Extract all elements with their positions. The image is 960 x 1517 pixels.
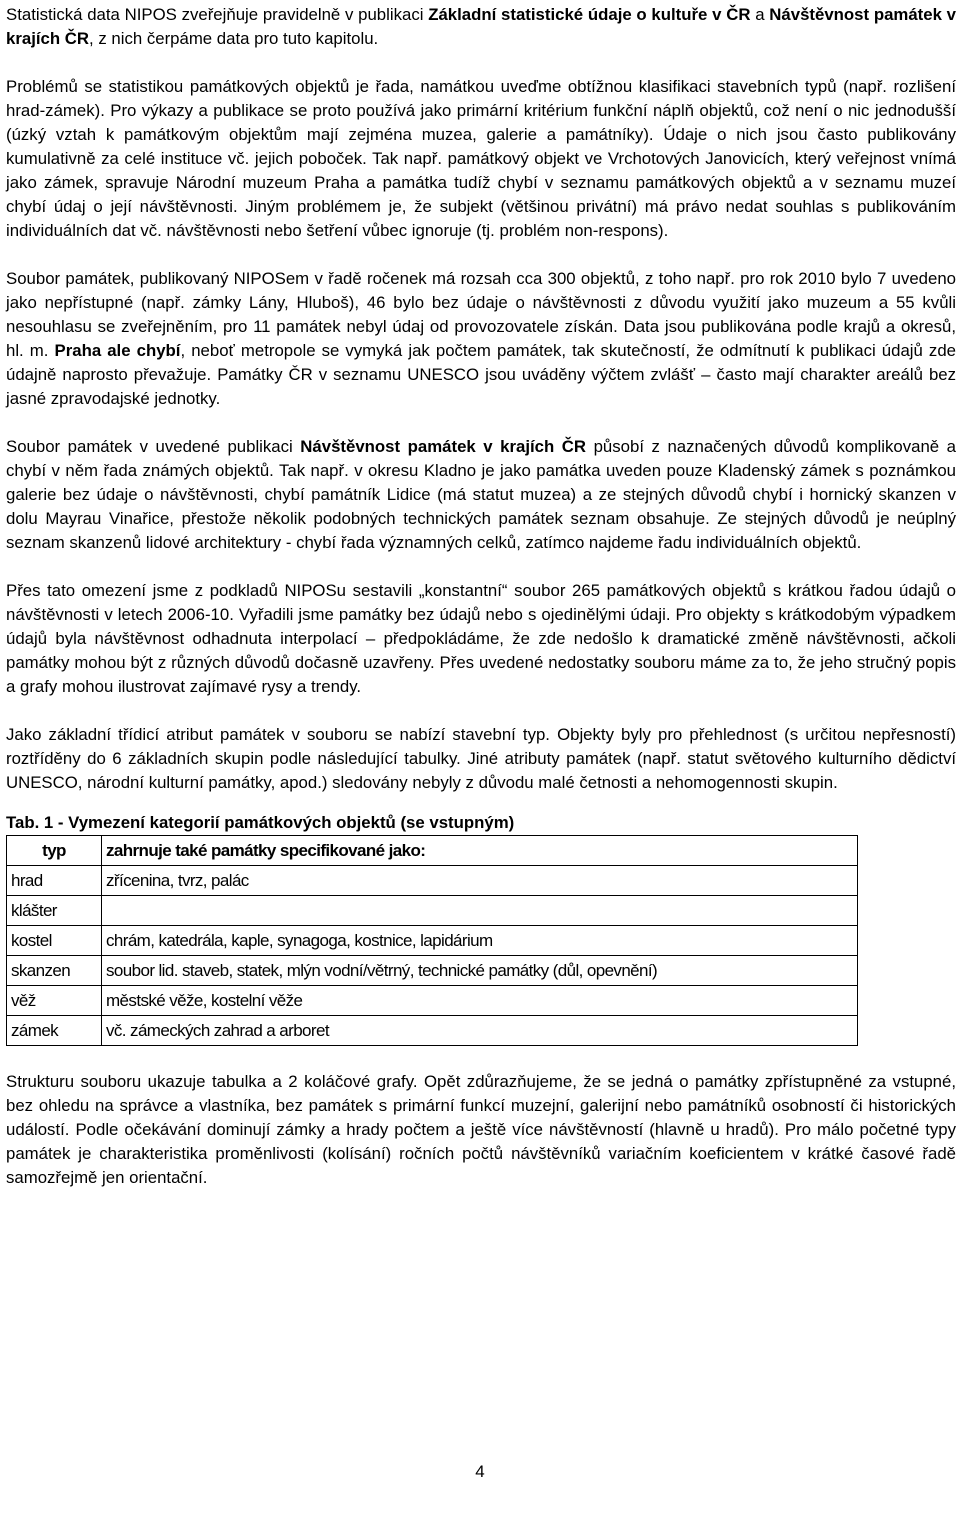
intro-text-c: a — [750, 5, 770, 24]
table-row — [7, 1016, 858, 1046]
intro-text-e: , z nich čerpáme data pro tuto kapitolu. — [89, 29, 379, 48]
table-cell-includes: chrám, katedrála, kaple, synagoga, kostnice, lapidárium — [102, 926, 858, 956]
table-cell-includes: vč. zámeckých zahrad a arboret — [102, 1016, 858, 1046]
table-cell-includes: městské věže, kostelní věže — [102, 986, 858, 1016]
table-cell-includes: soubor lid. staveb, statek, mlýn vodní/větrný, technické památky (důl, opevnění) — [102, 956, 858, 986]
table-cell-type: kostel — [7, 926, 102, 956]
page-number: 4 — [475, 1462, 485, 1481]
table-header-type: typ — [7, 836, 102, 866]
paragraph-problems: Problémů se statistikou památkových objektů je řada, namátkou uveďme obtížnou klasifikaci stavebních typů (např. rozlišení hrad-zámek). Pro výkazy a publikace se proto používá jako primární kritérium funkční náplň objektů, což není o nic jednodušší (úzký vztah k památkovým objektům mají zejména muzea, galerie a památníky). Údaje o nich jsou často publikovány kumulativně za celé instituce vč. jejich poboček. Tak např. památkový objekt ve Vrchotových Janovicích, který veřejnost vnímá jako zámek, spravuje Národní muzeum Praha a památka tudíž chybí v seznamu památkových objektů a v seznamu muzeí chybí údaj o její návštěvnosti. Jiným problémem je, že subjekt (většinou privátní) má právo nedat souhlas s publikováním individuálních dat vč. návštěvnosti nebo šetření vůbec ignoruje (tj. problém non-respons). — [6, 77, 956, 240]
intro-text-a: Statistická data NIPOS zveřejňuje pravidelně v publikaci — [6, 5, 429, 24]
table-header-includes: zahrnuje také památky specifikované jako: — [102, 836, 858, 866]
table-cell-type: klášter — [7, 896, 102, 926]
dataset-text-c: , neboť metropole se vymyká jak počtem památek, tak skutečností, že odmítnutí k publikaci údajů zde údajně naprosto převažuje. Památky ČR v seznamu UNESCO jsou uváděny výčtem zvlášť – často mají charakter areálů bez jasné zpravodajské jednotky. — [6, 341, 956, 408]
publication-title-visitation: Návštěvnost památek v krajích ČR — [6, 5, 956, 48]
category-table — [6, 835, 858, 1046]
table-row — [7, 866, 858, 896]
publication-title-bold: Návštěvnost památek v krajích ČR — [300, 437, 587, 456]
paragraph-constant-set: Přes tato omezení jsme z podkladů NIPOSu sestavili „konstantní“ soubor 265 památkových objektů s krátkou řadou údajů o návštěvnosti v letech 2006-10. Vyřadili jsme památky bez údajů nebo s ojedinělými údaji. Pro objekty s krátkodobým výpadkem údajů byla návštěvnost odhadnuta interpolací – předpokládáme, že zde nedošlo k dramatické změně návštěvnosti, ačkoli památky mohou být z různých důvodů dočasně uzavřeny. Přes uvedené nedostatky souboru máme za to, že jeho stručný popis a grafy mohou ilustrovat zajímavé rysy a trendy. — [6, 581, 956, 696]
document-page — [6, 0, 956, 1190]
table-row — [7, 986, 858, 1016]
table-row — [7, 896, 858, 926]
paragraph-classification: Jako základní třídicí atribut památek v souboru se nabízí stavební typ. Objekty byly pro přehlednost (s určitou nepřesností) roztříděny do 6 základních skupin podle následující tabulky. Jiné atributy památek (např. statut světového kulturního dědictví UNESCO, národní kulturní památky, apod.) sledovány nebyly z důvodu malé četnosti a nehomogennosti skupin. — [6, 725, 956, 792]
publication-text-c: působí z naznačených důvodů komplikovaně a chybí v něm řada známých objektů. Tak např. v okresu Kladno je jako památka uveden pouze Kladenský zámek s poznámkou galerie bez údaje o návštěvnosti, chybí památník Lidice (má statut muzea) a ze stejných důvodů chybí i hornický skanzen v dolu Mayrau Vinařice, přestože několik podobných technických památek seznam obsahuje. Ze stejných důvodů je neúplný seznam skanzenů lidové architektury - chybí řada významných celků, zatímco najdeme řadu individuálních objektů. — [6, 437, 956, 552]
table-cell-type: zámek — [7, 1016, 102, 1046]
paragraph-structure: Strukturu souboru ukazuje tabulka a 2 koláčové grafy. Opět zdůrazňujeme, že se jedná o památky zpřístupněné za vstupné, bez ohledu na správce a vlastníka, bez památek s primární funkcí muzejní, galerijní nebo památníků osobností či historických událostí. Podle očekávání dominují zámky a hrady počtem a ještě více návštěvností (hlavně u hradů). Pro málo početné typy památek je charakteristika proměnlivosti (kolísání) ročních počtů návštěvníků variačním koeficientem v krátké časové řadě samozřejmě jen orientační. — [6, 1072, 956, 1187]
table-row — [7, 926, 858, 956]
table-cell-type: hrad — [7, 866, 102, 896]
publication-text-a: Soubor památek v uvedené publikaci — [6, 437, 301, 456]
prague-missing-emphasis: Praha ale chybí — [54, 341, 181, 360]
table-header-row — [7, 836, 858, 866]
dataset-text-a: Soubor památek, publikovaný NIPOSem v řadě ročenek má rozsah cca 300 objektů, z toho např. pro rok 2010 bylo 7 uvedeno jako nepřístupné (např. zámky Lány, Hluboš), 46 bylo bez údaje o návštěvnosti z důvodu využití jako muzeum a 55 kvůli nesouhlasu se zveřejněním, pro 11 památek nebyl údaj od provozovatele získán. Data jsou publikována podle krajů a okresů, hl. m. — [6, 269, 956, 360]
table-caption: Tab. 1 - Vymezení kategorií památkových objektů (se vstupným) — [6, 813, 515, 832]
paragraph-publication — [6, 435, 956, 555]
paragraph-dataset — [6, 267, 956, 411]
table-row — [7, 956, 858, 986]
table-cell-includes — [102, 896, 858, 926]
publication-title-basic-stats: Základní statistické údaje o kultuře v ČR — [428, 5, 751, 24]
table-cell-includes: zřícenina, tvrz, palác — [102, 866, 858, 896]
paragraph-intro — [6, 3, 956, 51]
table-cell-type: věž — [7, 986, 102, 1016]
table-cell-type: skanzen — [7, 956, 102, 986]
